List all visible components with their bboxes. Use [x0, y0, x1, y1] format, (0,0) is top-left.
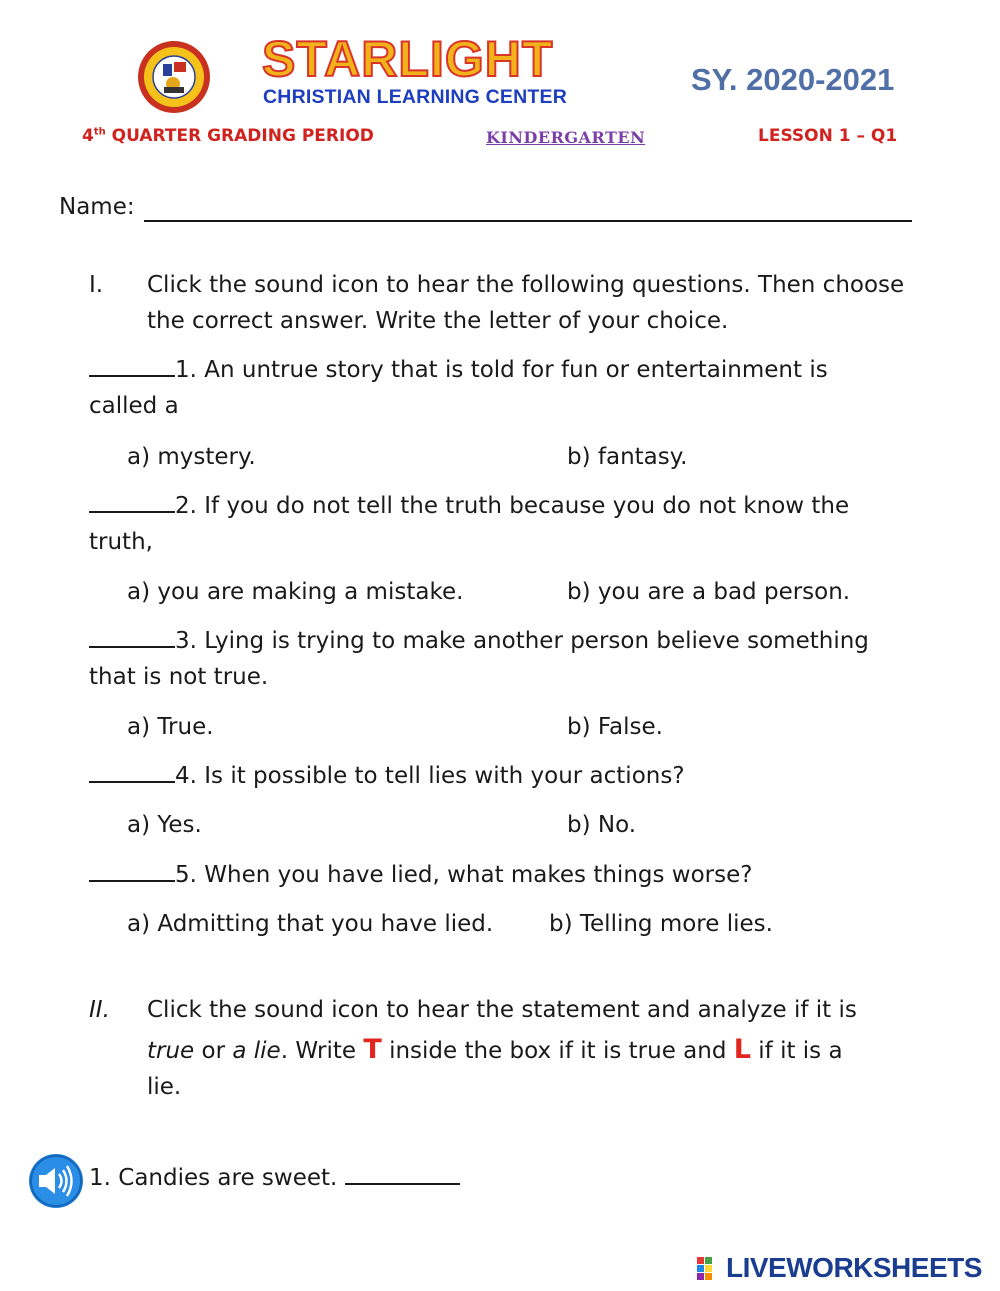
letter-l: L	[733, 1034, 751, 1065]
question-5: 5. When you have lied, what makes things worse?	[89, 862, 752, 890]
school-seal-logo	[137, 40, 211, 114]
q4-option-b: b) No.	[567, 812, 637, 838]
statement-1-answer-box[interactable]	[345, 1165, 460, 1185]
q2-option-b: b) you are a bad person.	[567, 579, 851, 605]
answer-blank-1[interactable]	[89, 357, 175, 377]
section1-numeral: I.	[89, 272, 104, 298]
lesson-label: LESSON 1 – Q1	[758, 126, 898, 146]
q4-option-a: a) Yes.	[127, 812, 202, 838]
question-4: 4. Is it possible to tell lies with your actions?	[89, 763, 685, 791]
name-input-line[interactable]	[144, 220, 912, 222]
q5-option-a: a) Admitting that you have lied.	[127, 911, 494, 937]
q2-option-a: a) you are making a mistake.	[127, 579, 464, 605]
section1-instruction-line1: Click the sound icon to hear the following questions. Then choose	[147, 272, 905, 298]
question-2: 2. If you do not tell the truth because you do not know the	[89, 493, 849, 521]
question-3: 3. Lying is trying to make another person believe something	[89, 628, 869, 656]
answer-blank-5[interactable]	[89, 862, 175, 882]
school-year: SY. 2020-2021	[691, 62, 895, 97]
question-3-line2: that is not true.	[89, 664, 269, 690]
brand-subtitle: CHRISTIAN LEARNING CENTER	[263, 86, 568, 108]
answer-blank-4[interactable]	[89, 763, 175, 783]
speaker-icon	[29, 1154, 83, 1208]
question-1: 1. An untrue story that is told for fun or entertainment is	[89, 357, 828, 385]
brand-title: STARLIGHT	[262, 31, 554, 87]
letter-t: T	[363, 1034, 382, 1065]
question-1-line2: called a	[89, 393, 179, 419]
section2-numeral: II.	[89, 997, 110, 1023]
answer-blank-2[interactable]	[89, 493, 175, 513]
grade-level: KINDERGARTEN	[486, 128, 646, 147]
sound-play-button[interactable]	[29, 1154, 83, 1208]
q5-option-b: b) Telling more lies.	[549, 911, 773, 937]
answer-blank-3[interactable]	[89, 628, 175, 648]
liveworksheets-logo-icon	[697, 1257, 721, 1281]
q3-option-b: b) False.	[567, 714, 663, 740]
q1-option-b: b) fantasy.	[567, 444, 688, 470]
name-label: Name:	[59, 194, 135, 220]
q1-option-a: a) mystery.	[127, 444, 256, 470]
section2-instruction-line3: lie.	[147, 1074, 182, 1100]
section2-instruction-line2: true or a lie. Write T inside the box if it is true and L if it is a	[147, 1034, 843, 1065]
statement-1: 1. Candies are sweet.	[89, 1165, 460, 1193]
section2-instruction-line1: Click the sound icon to hear the statement and analyze if it is	[147, 997, 857, 1023]
quarter-label: 4th QUARTER GRADING PERIOD	[82, 126, 374, 146]
section1-instruction-line2: the correct answer. Write the letter of your choice.	[147, 308, 729, 334]
liveworksheets-brand: LIVEWORKSHEETS	[726, 1252, 982, 1283]
question-2-line2: truth,	[89, 529, 153, 555]
q3-option-a: a) True.	[127, 714, 214, 740]
